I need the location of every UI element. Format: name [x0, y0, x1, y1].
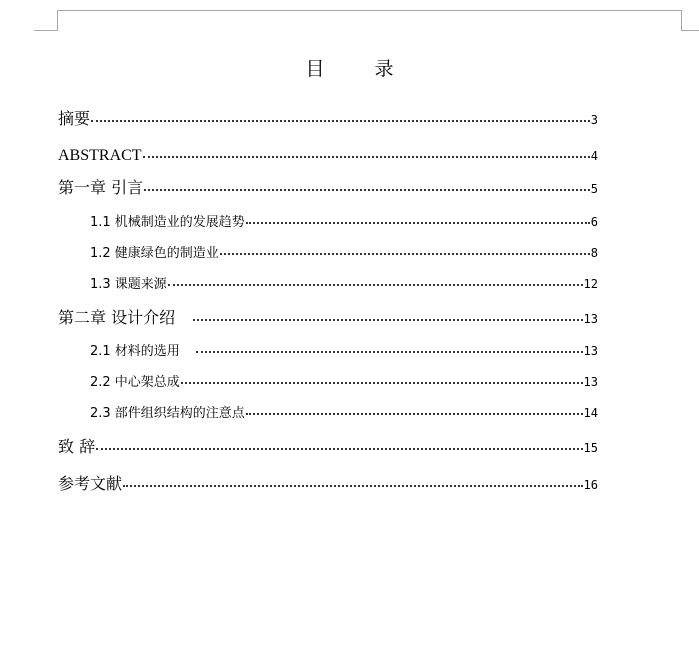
toc-leader-dots: [144, 173, 590, 191]
toc-page-number: 13: [583, 375, 598, 389]
toc-entry-label: 摘要: [58, 109, 91, 128]
toc-page-number: 16: [583, 478, 598, 492]
crop-mark-top-right-horizontal: [681, 30, 699, 31]
toc-entry-chapter-1[interactable]: [58, 175, 598, 198]
toc-entry-label: 2.1 材料的选用: [90, 344, 180, 359]
toc-entry-abstract-en[interactable]: [58, 142, 598, 165]
toc-page-number: 4: [590, 149, 598, 163]
toc-entry-abstract-cn[interactable]: [58, 106, 598, 129]
toc-page-number: 3: [590, 113, 598, 127]
toc-leader-dots: [196, 338, 583, 353]
toc-page-number: 13: [583, 312, 598, 326]
toc-entry-acknowledgement[interactable]: [58, 434, 598, 457]
toc-leader-dots: [123, 469, 583, 487]
toc-entry-section-1-2[interactable]: [90, 242, 598, 261]
toc-leader-dots: [168, 271, 583, 286]
toc-page-number: 8: [590, 246, 598, 260]
toc-entry-label: 2.2 中心架总成: [90, 375, 180, 390]
toc-entry-label: 1.3 课题来源: [90, 277, 167, 292]
toc-page-number: 14: [583, 406, 598, 420]
toc-entry-section-2-2[interactable]: [90, 371, 598, 390]
toc-entry-section-1-1[interactable]: [90, 211, 598, 230]
toc-leader-dots: [96, 432, 582, 450]
toc-entry-chapter-2[interactable]: [58, 305, 598, 328]
toc-page-number: 6: [590, 215, 598, 229]
toc-entry-section-1-3[interactable]: [90, 273, 598, 292]
toc-page-number: 15: [583, 441, 598, 455]
page-top-edge: [57, 10, 681, 11]
toc-entry-label: 参考文献: [58, 474, 123, 493]
toc-leader-dots: [246, 400, 583, 415]
toc-leader-dots: [246, 209, 590, 224]
toc-title: 目 录: [305, 58, 416, 80]
toc-entry-section-2-1[interactable]: [90, 340, 598, 359]
toc-page-number: 5: [590, 182, 598, 196]
toc-entry-references[interactable]: [58, 471, 598, 494]
toc-entry-label: ABSTRACT: [58, 147, 142, 164]
toc-entry-section-2-3[interactable]: [90, 402, 598, 421]
crop-mark-top-left-vertical: [57, 10, 58, 30]
toc-entry-label: 1.1 机械制造业的发展趋势: [90, 215, 245, 230]
crop-mark-top-right-vertical: [681, 10, 682, 30]
toc-leader-dots: [193, 303, 582, 321]
toc-leader-dots: [91, 104, 590, 122]
toc-leader-dots: [143, 140, 590, 158]
toc-page-number: 12: [583, 277, 598, 291]
toc-entry-label: 1.2 健康绿色的制造业: [90, 246, 219, 261]
crop-mark-top-left-horizontal: [34, 30, 58, 31]
toc-leader-dots: [181, 369, 583, 384]
toc-entry-label: 第一章 引言: [58, 178, 144, 197]
toc-leader-dots: [220, 240, 590, 255]
toc-page-number: 13: [583, 344, 598, 358]
toc-entry-label: 2.3 部件组织结构的注意点: [90, 406, 245, 421]
toc-entry-label: 第二章 设计介绍: [58, 308, 176, 327]
toc-entry-label: 致 辞: [58, 437, 96, 456]
